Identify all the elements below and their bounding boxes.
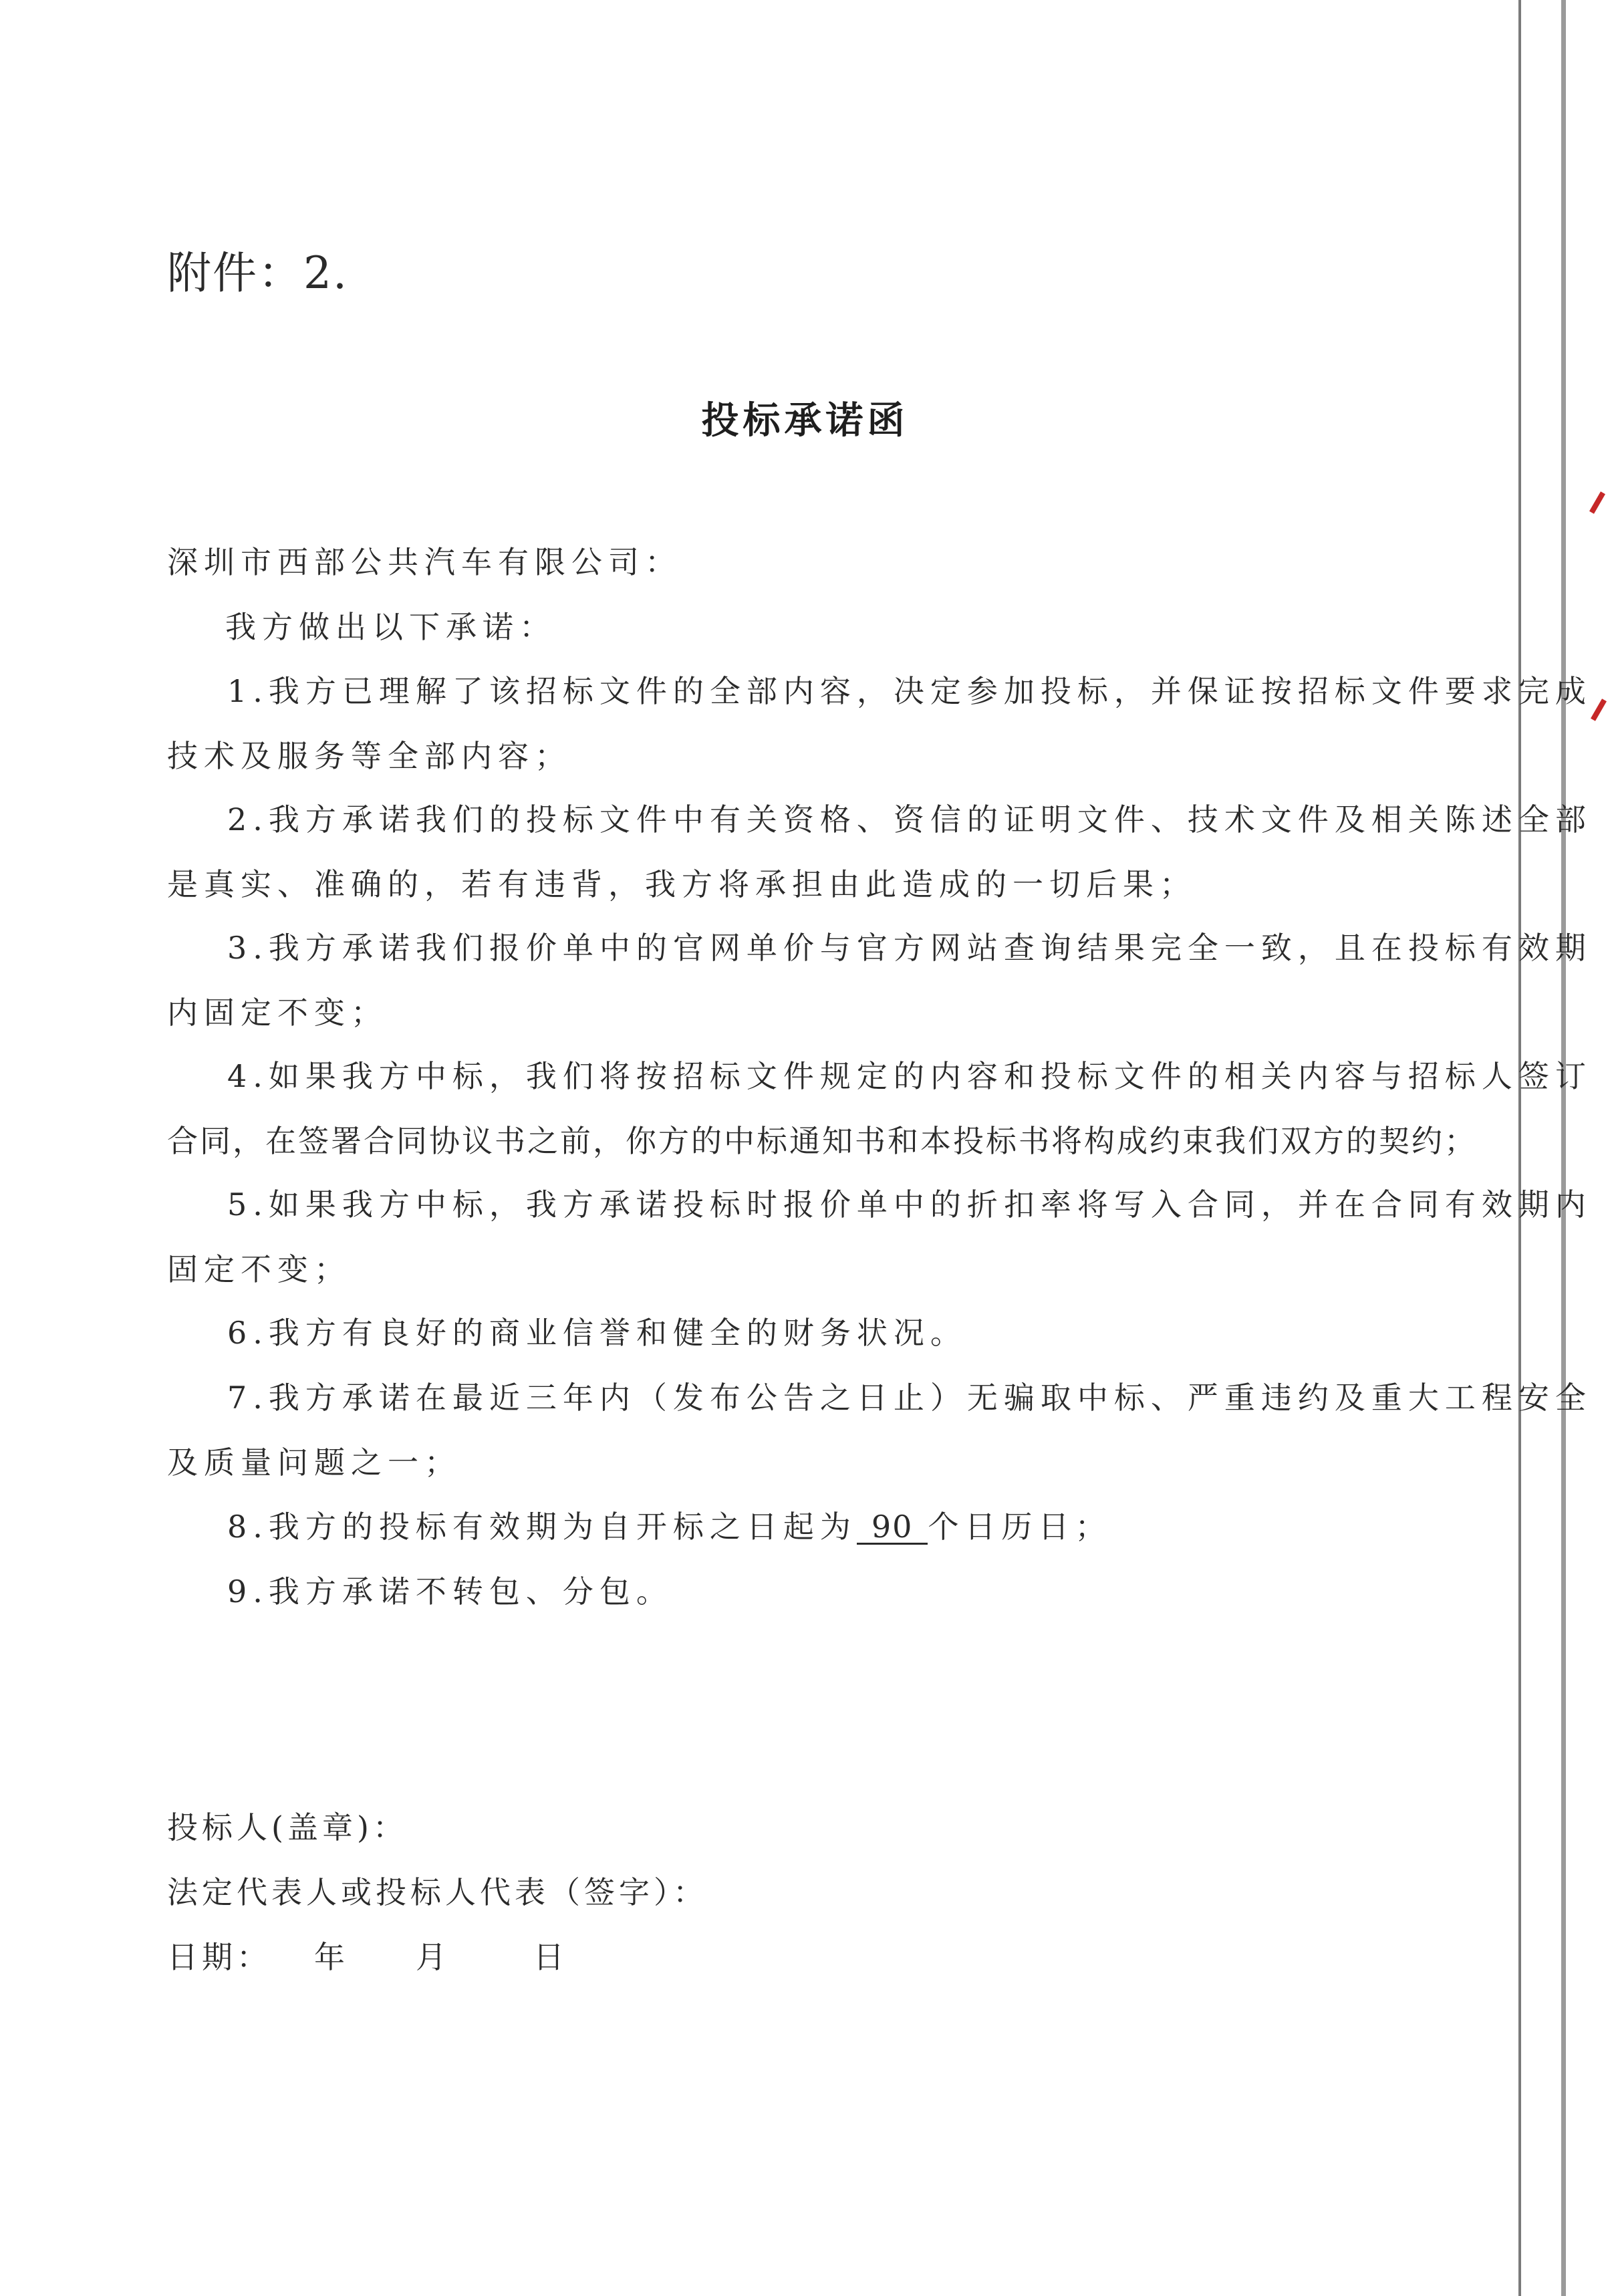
commitment-item-7-cont: 及质量问题之一； [167, 1444, 461, 1481]
recipient: 深圳市西部公共汽车有限公司： [167, 544, 682, 580]
commitment-item-2-cont: 是真实、准确的，若有违背，我方将承担由此造成的一切后果； [167, 866, 1196, 902]
commitment-item-4-cont: 合同，在签署合同协议书之前，你方的中标通知书和本投标书将构成约束我们双方的契约； [167, 1123, 1477, 1159]
item-8-prefix: 8.我方的投标有效期为自开标之日起为 [227, 1509, 857, 1545]
commitment-item-9: 9.我方承诺不转包、分包。 [227, 1573, 673, 1610]
date-month: 月 [416, 1939, 446, 1975]
document-title: 投标承诺函 [701, 399, 909, 442]
validity-days-value: 90 [857, 1511, 928, 1545]
commitment-item-7: 7.我方承诺在最近三年内（发布公告之日止）无骗取中标、严重违约及重大工程安全 [227, 1380, 1592, 1416]
date-day: 日 [533, 1939, 564, 1975]
red-seal-fragment [1591, 698, 1607, 721]
date-year: 年 [314, 1939, 345, 1975]
date-label: 日期： [167, 1939, 271, 1975]
commitment-item-3-cont: 内固定不变； [167, 995, 388, 1031]
commitment-item-5-cont: 固定不变； [167, 1251, 351, 1287]
attachment-label: 附件：2. [167, 247, 348, 299]
commitment-item-3: 3.我方承诺我们报价单中的官网单价与官方网站查询结果完全一致，且在投标有效期 [227, 930, 1592, 966]
bidder-seal-label: 投标人(盖章)： [167, 1809, 408, 1845]
commitment-item-2: 2.我方承诺我们的投标文件中有关资格、资信的证明文件、技术文件及相关陈述全部 [227, 801, 1592, 838]
commitment-item-4: 4.如果我方中标，我们将按招标文件规定的内容和投标文件的相关内容与招标人签订 [227, 1058, 1592, 1094]
commitment-item-8 [227, 1503, 1111, 1547]
commitment-item-6: 6.我方有良好的商业信誉和健全的财务状况。 [227, 1315, 967, 1351]
scan-edge-line [1518, 0, 1521, 2296]
red-seal-fragment [1589, 491, 1605, 513]
commitment-item-1: 1.我方已理解了该招标文件的全部内容，决定参加投标，并保证按招标文件要求完成 [227, 673, 1592, 709]
intro-line: 我方做出以下承诺： [225, 609, 556, 645]
commitment-item-5: 5.如果我方中标，我方承诺投标时报价单中的折扣率将写入合同，并在合同有效期内 [227, 1186, 1592, 1223]
commitment-item-1-cont: 技术及服务等全部内容； [167, 738, 571, 774]
representative-signature-label: 法定代表人或投标人代表（签字）： [167, 1874, 708, 1910]
item-8-suffix: 个日历日； [928, 1509, 1112, 1545]
scan-edge-line [1561, 0, 1566, 2296]
